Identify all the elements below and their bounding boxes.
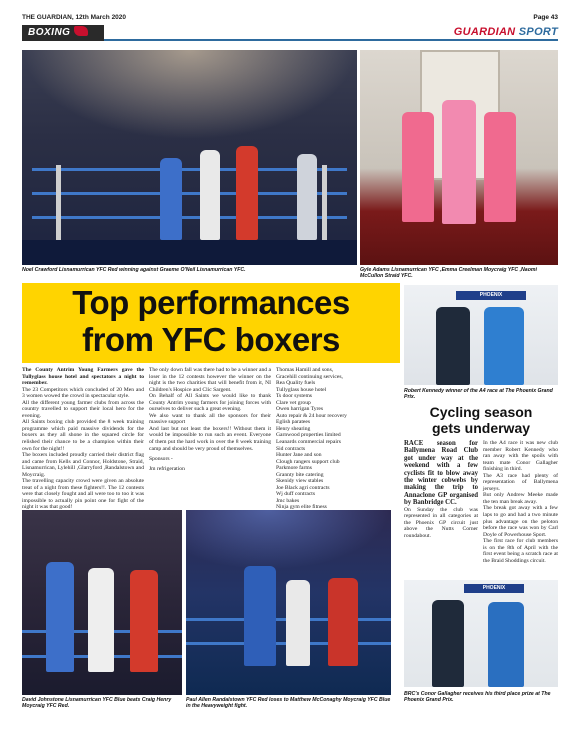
boxing-article-p4: The boxers included proudly carried their district flag and came from Kells and Connor, Holdstone, Straid, Lisnamurrican, Lylehill ,Glarryford ,Randalstown and Moycraig.	[22, 452, 144, 478]
photo-cycling-winner	[404, 285, 558, 385]
headline-line-2: from YFC boxers	[82, 321, 340, 358]
section-label: BOXING	[28, 27, 71, 38]
caption-cycling-winner: Robert Kennedy winner of the A4 race at The Phoenix Grand Prix.	[404, 388, 553, 401]
caption-cycling-third-place: BRC's Conor Gallagher receives his third place prize at The Phoenix Grand Prix.	[404, 691, 551, 704]
boxing-article-column-2	[149, 367, 271, 472]
sponsor-item: Rea Quality fuels	[276, 380, 316, 387]
boxing-article-p9: And last but not least the boxers!! Without them it would be impossible to run such an event. Everyone of them put the hard work in over the 8 week training camp and should be very proud of themselves.	[149, 425, 271, 452]
boxing-article-p6: The only down fall was there had to be a winner and a loser in the 12 contests however the winner on the night is the two charities that will benefit from it, NI Children's Hospice and Clic Sargent.	[149, 367, 271, 393]
cycling-article-p4: But only Andrew Meeke made the ten man break away.	[483, 492, 558, 505]
cycling-article-p3: The A3 race had plenty of representation of Ballymena jerseys.	[483, 472, 558, 492]
sponsor-item: Eglish paratees	[276, 419, 311, 426]
boxing-article-p8: We also want to thank all the sponsors for their massive support	[149, 412, 271, 426]
cycling-article-lead: RACE season for Ballymena Road Club got under way at the weekend with a few cyclists fit to blow away the winter cobwebs by making the trip to Annaclone GP organised by Banbridge CC.	[404, 440, 478, 507]
headline-line-1: Top performances	[72, 284, 350, 321]
section-tag	[22, 25, 104, 41]
sponsor-item: Ninja gym elite fitness	[276, 504, 327, 511]
phoenix-banner: PHOENIX	[456, 291, 526, 300]
sponsor-item: Leanards commercial repairs	[276, 439, 341, 446]
sponsor-item: Ts door systems	[276, 393, 312, 400]
sponsor-item: Thomas Hamill and sons,	[276, 367, 334, 373]
boxing-article-p5: The travelling capacity crowd were given an absolute treat of a night from these fighters!!. The 12 contests were that closely fought and all were too to too it was impossible to actually pin point one for fight of the night it was that good!	[22, 478, 144, 511]
cycling-article-column-2	[483, 440, 558, 564]
sponsor-item: Skenidy view stables	[276, 478, 324, 485]
sponsor-item: Jm refrigeration	[149, 465, 185, 472]
sponsor-item: Grannty bite catering	[276, 471, 324, 478]
boxing-article-p7: On Behalf of All Saints we would like to thank County Antrim young farmers for joining forces with ourselves to deliver such a great evening.	[149, 393, 271, 413]
brand-logo	[454, 26, 558, 38]
boxing-glove-icon	[74, 26, 88, 36]
cycling-headline	[404, 404, 558, 436]
page-number: Page 43	[533, 14, 558, 21]
phoenix-banner: PHOENIX	[464, 584, 524, 593]
boxing-article-lead: The County Antrim Young Farmers gave the Tullyglass house hotel and spectators a night to remember.	[22, 367, 144, 387]
sponsor-item: Tullyglass house hotel	[276, 386, 327, 393]
sponsor-item: Auto repair & 24 hour recovery	[276, 412, 347, 419]
boxing-article-column-1	[22, 367, 144, 511]
cycling-article-column-1	[404, 440, 478, 539]
sponsor-item: Henry shearing	[276, 425, 311, 432]
cycling-article-p5: The break got away with a few laps to go and had a two minute plus advantage on the peloton before the race was won by Carl Doyle of Powerhouse Sport.	[483, 505, 558, 538]
photo-female-boxers	[360, 50, 558, 265]
brand-guardian: GUARDIAN	[453, 26, 516, 38]
sponsor-item: Clough rangers support club	[276, 458, 340, 465]
cycling-article-p1: On Sunday the club was represented in all categories at the Phoenix GP circuit just above the Nutts Corner roundabout.	[404, 506, 478, 539]
sponsor-item: Jmc bakes	[276, 497, 300, 504]
headline	[22, 284, 400, 358]
photo-cycling-third-place	[404, 580, 558, 687]
cycling-headline-line-1: Cycling season	[429, 404, 533, 420]
newspaper-date: THE GUARDIAN, 12th March 2020	[22, 14, 127, 21]
boxing-article-p2: All the different young farmer clubs from across the country travelled to support their local hero for the evening.	[22, 399, 144, 419]
sponsor-item: Owen harrigan Tyres	[276, 406, 324, 413]
photo-heavyweight-fight	[186, 510, 391, 695]
sponsor-item: Garnwood properties limited	[276, 432, 341, 439]
sponsors-list	[276, 367, 398, 511]
sponsor-item: Joe Black agri contracts	[276, 484, 330, 491]
brand-sport: SPORT	[518, 26, 558, 38]
sponsor-item: Parkmore farms	[276, 465, 312, 472]
sponsor-item: Hunter Jane and son	[276, 452, 322, 459]
caption-heavyweight-fight: Paul Allen Randalstown YFC Red loses to Matthew McConaghy Moycraig YFC Blue in the Heavyweight fight.	[186, 697, 391, 710]
sponsor-item: Sid contracts	[276, 445, 306, 452]
boxing-article-p3: All Saints boxing club provided the 8 week training programme which paid massive dividends for the boxers as they all shone in the squared circle for relished their chance to be a champion within their own for the night!!	[22, 419, 144, 452]
boxing-article-p1: The 23 Competitors which concluded of 20 Men and 3 women wowed the crowd in spectacular style.	[22, 386, 144, 400]
photo-blue-beats-red	[22, 510, 182, 695]
sponsors-label: Sponsors -	[149, 456, 173, 463]
sponsor-item: Clare vet group	[276, 399, 311, 406]
caption-ring-winner: Noel Crawford Lisnamurrican YFC Red winning against Graeme O'Neil Lisnamurrican YFC.	[22, 267, 246, 273]
cycling-headline-line-2: gets underway	[431, 420, 531, 436]
caption-female-boxers: Gyle Adams Lisnamurrican YFC ,Emma Creelman Moycraig YFC ,Naomi McCullon Straid YFC.	[360, 267, 537, 280]
cycling-article-p6: The first race for club members is on the 8th of April with the first event being a scratch race at the Braid Shoddings circuit.	[483, 538, 558, 564]
photo-ring-winner	[22, 50, 357, 265]
cycling-article-p2: In the A4 race it was new club member Robert Kennedy who ran away with the spoils with team mate Conor Gallagher finishing in third.	[483, 440, 558, 473]
sponsor-item: Wj duff contracts	[276, 491, 316, 498]
caption-blue-beats-red: David Johnstone Lisnamurrican YFC Blue beats Craig Henry Moycraig YFC Red.	[22, 697, 172, 710]
sponsor-item: Gracehill continuing services,	[276, 373, 343, 380]
